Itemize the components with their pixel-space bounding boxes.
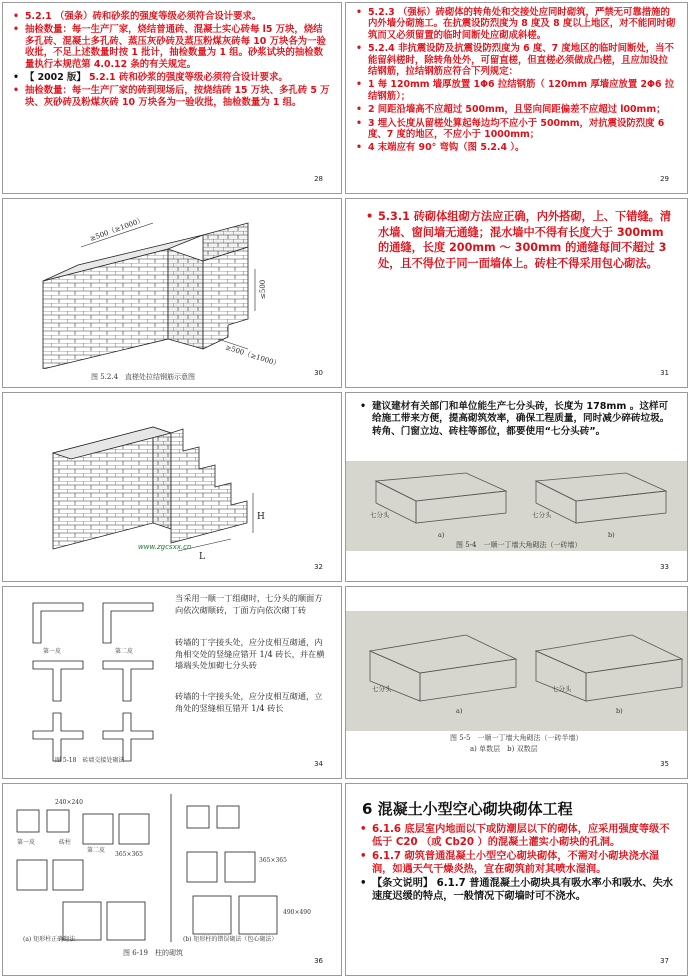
caption-a: (a) 矩形柱正确砌法 (23, 936, 76, 943)
slide-31 (345, 198, 688, 388)
page-number: 33 (660, 563, 669, 571)
bullet-6-1-6: • 6.1.6 底层室内地面以下或防潮层以下的砌体，应采用强度等级不低于 C20 （或 Cb20 ）的混凝土灌实小砌块的孔洞。 (360, 824, 675, 849)
slide-29-list (346, 3, 687, 154)
figure-caption: 图 5.2.4 直槎处拉结钢筋示意图 (91, 373, 196, 381)
watermark: www.zgcsxx.cn (138, 543, 192, 551)
photo-caption: 图 5-5 一顺一丁墙大角砌法（一砖半墙） (450, 734, 583, 742)
photo-label-left: 七分头 (370, 511, 390, 519)
bullet-5-2-3: • 5.2.3 （强标）砖砌体的转角处和交接处应同时砌筑，严禁无可靠措施的内外墙分砌施工。在抗震设防烈度为 8 度及 8 度以上地区，对不能同时砌筑而又必须留置的临时间断处应砌成斜槎。 (356, 7, 677, 41)
label-490: 490×490 (283, 909, 311, 916)
label-first-course: 第一皮 (17, 839, 36, 846)
bullet-seven-tenths-brick: • 建议建材有关部门和单位能生产七分头砖，长度为 178mm 。这样可给施工带来方便，提高砌筑效率，确保工程质量，同时减少碎砖垃圾。转角、门窗立边、砖柱等部位，都要使用“七分头砖”。 (360, 401, 675, 438)
slide-33 (345, 392, 688, 582)
photo-a-label: a) (456, 707, 463, 715)
photo-label-right: 七分头 (552, 685, 572, 693)
slide-32 (2, 392, 342, 582)
slide-29 (345, 2, 688, 194)
dim-side-label: ≤500 (259, 279, 267, 299)
caption-b: (b) 矩形柱的错误砌法（包心砌法） (183, 936, 278, 943)
bullet-rule-2: • 2 间距沿墙高不应超过 500mm，且竖向间距偏差不应超过 l00mm； (356, 104, 677, 115)
corner-bond-sketch (346, 461, 688, 551)
para-cross-junction: 砖墙的十字接头处，应分皮相互砌通，立角处的竖缝相互错开 1/4 砖长 (175, 691, 323, 713)
para-t-junction: 砖墙的丁字接头处，应分皮相互砌通，内角相交处的竖缝应错开 1/4 砖长，并在横墙端头处加砌七分头砖 (175, 637, 325, 671)
version-tag: 【 2002 版】 (25, 72, 86, 84)
page-number: 34 (314, 760, 323, 768)
label-first-course: 第一皮 (43, 648, 62, 655)
version-text: 5.2.1 砖和砂浆的强度等级必须符合设计要求。 (89, 72, 288, 84)
page-number: 28 (314, 175, 323, 183)
page-number: 32 (314, 563, 323, 571)
slide-33-list (346, 393, 687, 438)
bullet-5-2-1: • 5.2.1 （强条）砖和砂浆的强度等级必须符合设计要求。 (13, 11, 331, 22)
section-title: 6 混凝土小型空心砌块砌体工程 (362, 800, 573, 818)
figure-caption: 图 5-18 砖墙交接处砌法 (55, 757, 125, 764)
label-240: 240×240 (55, 799, 83, 806)
pillar-bond-plans (3, 784, 342, 954)
wall-junction-plans (23, 593, 173, 768)
bullet-5-3-1: • 5.3.1 砖砌体组砌方法应正确，内外搭砌，上、下错缝。清水墙、窗间墙无通缝；混水墙中不得有长度大于 300mm 的通缝，长度 200mm ～ 300mm 的通缝每间不超过 3 处，且不得位于同一面墙体上。砖柱不得采用包心砌法。 (366, 209, 673, 271)
brick-wall-rebar-diagram (3, 199, 342, 369)
commentary-tag: 【条文说明】 (372, 878, 434, 890)
height-label: H (257, 512, 265, 522)
bullet-2002-version (13, 72, 331, 83)
photo-caption: 图 5-4 一顺一丁墙大角砌法（一砖墙） (456, 541, 582, 549)
photo-b-label: b) (616, 707, 623, 715)
length-label: L (199, 552, 205, 562)
slide-31-list (346, 199, 687, 271)
bullet-5-2-4: • 5.2.4 非抗震设防及抗震设防烈度为 6 度、7 度地区的临时间断处，当不能留斜槎时，除转角处外，可留直槎，但直槎必须做成凸槎，且应加设拉结钢筋，拉结钢筋应符合下列规定： (356, 43, 677, 77)
label-pillar: 砖柱 (59, 839, 72, 846)
corner-bond-sketch (346, 611, 688, 731)
commentary-text: 6.1.7 普通混凝土小砌块具有吸水率小和吸水、失水速度迟缓的特点，一般情况下砌墙时可不浇水。 (372, 878, 673, 902)
slide-35 (345, 586, 688, 779)
bullet-sampling: • 抽检数量：每一生产厂家，烧结普通砖、混凝土实心砖每 l5 万块，烧结多孔砖、混凝土多孔砖、蒸压灰砂砖及蒸压粉煤灰砖每 10 万块各为一验收批，不足上述数量时按 1 批计，抽检数量为 1 组。砂浆试块的抽检数量执行本规范第 4.0.12 条的有关规定。 (13, 24, 331, 70)
bullet-rule-1: • 1 每 120mm 墙厚放置 1Φ6 拉结钢筋（ 120mm 厚墙应放置 2Φ6 拉结钢筋）； (356, 79, 677, 102)
slide-36 (2, 783, 342, 976)
label-second-course: 第二皮 (87, 847, 106, 854)
photo-a-label: a) (438, 531, 445, 539)
page-number: 37 (660, 957, 669, 965)
para-one-stretcher: 当采用一顺一丁组砌时，七分头的顺面方向依次砌顺砖，丁面方向依次砌丁砖 (175, 593, 323, 615)
slide-28-list (3, 3, 341, 108)
label-365-a: 365×365 (115, 851, 143, 858)
photo-sub-caption: a) 单数层 b) 双数层 (470, 745, 538, 753)
slide-28 (2, 2, 342, 194)
photo-b-label: b) (608, 531, 615, 539)
page-number: 35 (660, 760, 669, 768)
bullet-sampling-2002: • 抽检数量：每一生产厂家的砖到现场后，按烧结砖 15 万块、多孔砖 5 万块、灰砂砖及粉煤灰砖 10 万块各为一验收批，抽检数量为 1 组。 (13, 85, 331, 108)
page-number: 29 (660, 175, 669, 183)
bullet-rule-4: • 4 末端应有 90° 弯钩（图 5.2.4 ）。 (356, 142, 677, 153)
page-number: 30 (314, 369, 323, 377)
slide-34 (2, 586, 342, 779)
photo-label-right: 七分头 (532, 511, 552, 519)
stepped-toothing-diagram (3, 393, 342, 563)
dim-bottom-label: ≥500（≥1000） (224, 343, 281, 369)
bullet-rule-3: • 3 埋入长度从留槎处算起每边均不应小于 500mm，对抗震设防烈度 6 度、7 度的地区，不应小于 1000mm； (356, 118, 677, 141)
photo-label-left: 七分头 (372, 685, 392, 693)
label-365-b: 365×365 (259, 857, 287, 864)
bullet-commentary (360, 878, 675, 903)
page-number: 36 (314, 957, 323, 965)
label-second-course: 第二皮 (115, 648, 134, 655)
bullet-6-1-7: • 6.1.7 砌筑普通混凝土小型空心砌块砌体，不需对小砌块浇水湿润，如遇天气干燥炎热，宜在砌筑前对其喷水湿润。 (360, 851, 675, 876)
corner-bond-photo (346, 611, 688, 731)
slide-30 (2, 198, 342, 388)
dim-top-label: ≥500（≥1000） (88, 215, 146, 243)
slide-37 (345, 783, 688, 976)
page-number: 31 (660, 369, 669, 377)
corner-bond-photo (346, 461, 688, 551)
figure-caption: 图 6-19 柱的砌筑 (123, 949, 183, 957)
